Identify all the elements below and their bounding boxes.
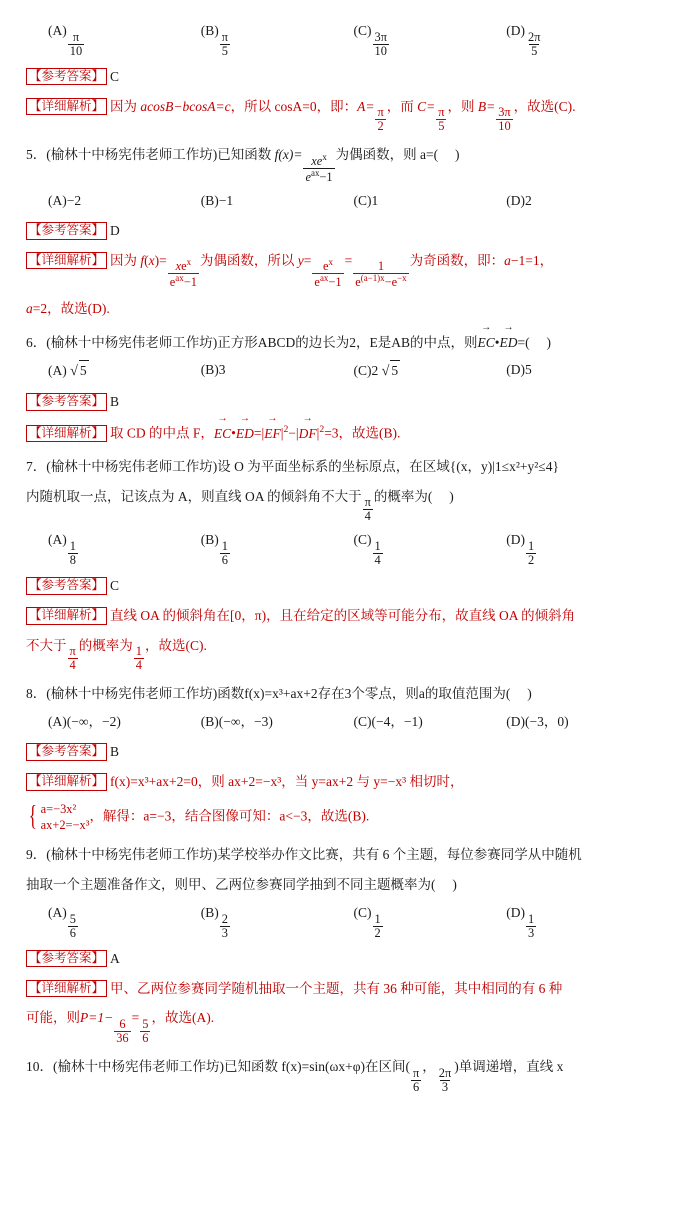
option-b[interactable]: (B) $\frac{2}{3}$ xyxy=(200,905,228,940)
answer-value: B xyxy=(110,744,120,760)
option-a[interactable]: (A)−2 xyxy=(48,192,82,208)
option-d[interactable]: (D) $\frac{1}{2}$ xyxy=(506,532,535,567)
option-d[interactable]: (D) $\frac{2\pi}{5}$ xyxy=(506,23,541,58)
answer-tag: 【参考答案】 xyxy=(26,577,107,595)
answer-value: D xyxy=(110,222,120,238)
q8-stem: 8．(榆林十中杨宪伟老师工作坊)函数f(x)=x³+ax+2存在3个零点，则a的取值范围为( ) xyxy=(26,686,532,702)
q7-answer xyxy=(26,576,659,597)
option-c[interactable]: (C) $\frac{1}{4}$ xyxy=(353,532,381,567)
q9-stem-line2: 抽取一个主题准备作文，则甲、乙两位参赛同学抽到不同主题概率为( ) xyxy=(26,877,457,893)
option-d[interactable]: (D)2 xyxy=(506,192,532,208)
workshop-label: (榆林十中杨宪伟老师工作坊) xyxy=(46,458,218,474)
q8-option-row xyxy=(48,712,659,733)
option-c[interactable]: (C)1 xyxy=(353,192,379,208)
q7-stem: 7．(榆林十中杨宪伟老师工作坊)设 O 为平面坐标系的坐标原点，在区域{(x，y)|1≤x²+y²≤4} xyxy=(26,458,559,474)
option-c[interactable]: (C)(−4，−1) xyxy=(353,714,423,730)
q5-solution-cont: a=2，故选(D). xyxy=(26,300,110,316)
option-b[interactable]: (B) $\frac{\pi}{5}$ xyxy=(200,23,229,58)
option-a[interactable]: (A) $\frac{\pi}{10}$ xyxy=(48,23,83,58)
answer-tag: 【参考答案】 xyxy=(26,950,107,968)
answer-tag: 【参考答案】 xyxy=(26,68,107,86)
answer-tag: 【参考答案】 xyxy=(26,393,107,411)
option-d[interactable]: (D)(−3，0) xyxy=(506,714,569,730)
q6-option-row xyxy=(48,360,659,383)
equation-system: { a=−3x² ax+2=−x³ xyxy=(28,801,90,833)
solution-tag: 【详细解析】 xyxy=(26,98,107,116)
q9-option-row xyxy=(48,903,659,940)
q5-number: 5． xyxy=(26,147,47,163)
answer-tag: 【参考答案】 xyxy=(26,743,107,761)
option-c[interactable]: (C) $\frac{1}{2}$ xyxy=(353,905,381,940)
q6-answer xyxy=(26,392,659,413)
q5-option-row xyxy=(48,191,659,212)
q9-solution: 【详细解析】 甲、乙两位参赛同学随机抽取一个主题，共有 36 种可能，其中相同的有 6 种 xyxy=(26,979,659,1000)
solution-tag: 【详细解析】 xyxy=(26,252,107,270)
option-c[interactable]: (C)2 √ 5 xyxy=(354,360,507,383)
q7-stem-line2: 内随机取一点，记该点为 A，则直线 OA 的倾斜角不大于 $\frac{\pi}{4}$ 的概率为( ) xyxy=(26,488,454,524)
answer-value: B xyxy=(110,394,120,410)
q5-stem: 5．(榆林十中杨宪伟老师工作坊)已知函数 f(x)= $\frac{xe^x}{e^{ax}-1}$ 为偶函数，则 a=( ) xyxy=(26,147,460,184)
q9-number: 9． xyxy=(26,847,47,863)
q6-solution: 【详细解析】 取 CD 的中点 F，EC →•ED $\to=|EF \to|^2-|DF \to|^2=3$，故选(B). xyxy=(26,422,659,444)
workshop-label: (榆林十中杨宪伟老师工作坊) xyxy=(46,847,218,863)
q8-number: 8． xyxy=(26,686,47,702)
vector-ed: ED → xyxy=(500,332,518,354)
q9-solution-line2: 可能，则P=1− $\frac{6}{36}$ = $\frac{5}{6}$ ，故选(A). xyxy=(26,1010,215,1046)
workshop-label: (榆林十中杨宪伟老师工作坊) xyxy=(46,334,218,350)
option-a[interactable]: (A) $\frac{1}{8}$ xyxy=(48,532,76,567)
answer-value: A xyxy=(110,950,120,966)
q4-answer xyxy=(26,67,659,88)
q10-number: 10． xyxy=(26,1059,53,1075)
option-b[interactable]: (B)3 xyxy=(200,362,226,378)
option-c[interactable]: (C) $\frac{3\pi}{10}$ xyxy=(353,23,387,58)
q10-stem: 10．(榆林十中杨宪伟老师工作坊)已知函数 f(x)=sin(ωx+φ)在区间( $\frac{\pi}{6}$ ， $\frac{2\pi}{3}$ )单调递增，直线 x xyxy=(26,1059,564,1094)
q8-solution-line2: { a=−3x² ax+2=−x³ ，解得：a=−3，结合图像可知：a<−3，故选(B). xyxy=(26,802,659,833)
workshop-label: (榆林十中杨宪伟老师工作坊) xyxy=(46,686,218,702)
answer-value: C xyxy=(110,68,120,84)
solution-tag: 【详细解析】 xyxy=(26,425,107,443)
q9-answer xyxy=(26,949,659,970)
workshop-label: (榆林十中杨宪伟老师工作坊) xyxy=(53,1059,224,1075)
q8-answer xyxy=(26,742,659,763)
option-a[interactable]: (A) $\frac{5}{6}$ xyxy=(48,905,76,940)
solution-tag: 【详细解析】 xyxy=(26,773,107,791)
option-b[interactable]: (B)−1 xyxy=(200,192,234,208)
option-b[interactable]: (B) $\frac{1}{6}$ xyxy=(200,532,228,567)
q7-number: 7． xyxy=(26,458,47,474)
q4-option-row xyxy=(48,21,659,58)
option-a[interactable]: (A)(−∞，−2) xyxy=(48,714,121,730)
q6-number: 6． xyxy=(26,334,47,350)
q5-solution: 【详细解析】 因为 f(x)= $\frac{xe^x}{e^{ax}-1}$ 为偶函数，所以 y= $\frac{e^x}{e^{ax}-1}$ = $\frac{1}{e^{(a-1)x}-e^{-x}}$ 为奇函数，即：a−1=1， xyxy=(26,251,659,290)
q7-solution-line2: 不大于 $\frac{\pi}{4}$ 的概率为 $\frac{1}{4}$ ，故选(C). xyxy=(26,637,207,673)
solution-tag: 【详细解析】 xyxy=(26,980,107,998)
workshop-label: (榆林十中杨宪伟老师工作坊) xyxy=(46,147,218,163)
option-d[interactable]: (D) $\frac{1}{3}$ xyxy=(506,905,535,940)
option-d[interactable]: (D)5 xyxy=(506,362,532,378)
solution-tag: 【详细解析】 xyxy=(26,607,107,625)
vector-ec: EC → xyxy=(478,332,495,354)
q4-solution: 【详细解析】 因为 acosB−bcosA=c，所以 cosA=0，即：A= $\frac{\pi}{2}$ ，而 C= $\frac{\pi}{5}$ ，则 B= $\frac{3\pi}{10}$ ，故选(C). xyxy=(26,97,659,134)
q5-answer xyxy=(26,221,659,242)
option-b[interactable]: (B)(−∞，−3) xyxy=(200,714,273,730)
q6-stem: 6．(榆林十中杨宪伟老师工作坊)正方形ABCD的边长为2，E是AB的中点，则EC →•ED →=( ) xyxy=(26,332,659,354)
answer-value: C xyxy=(110,577,120,593)
answer-tag: 【参考答案】 xyxy=(26,222,107,240)
option-a[interactable]: (A) √ 5 xyxy=(48,360,201,383)
q8-solution: 【详细解析】 f(x)=x³+ax+2=0，则 ax+2=−x³，当 y=ax+2 与 y=−x³ 相切时， xyxy=(26,772,659,793)
q7-solution: 【详细解析】 直线 OA 的倾斜角在[0，π)，且在给定的区域等可能分布，故直线 OA 的倾斜角 xyxy=(26,606,659,627)
q7-option-row xyxy=(48,530,659,567)
q9-stem: 9．(榆林十中杨宪伟老师工作坊)某学校举办作文比赛，共有 6 个主题，每位参赛同学从中随机 xyxy=(26,847,582,863)
